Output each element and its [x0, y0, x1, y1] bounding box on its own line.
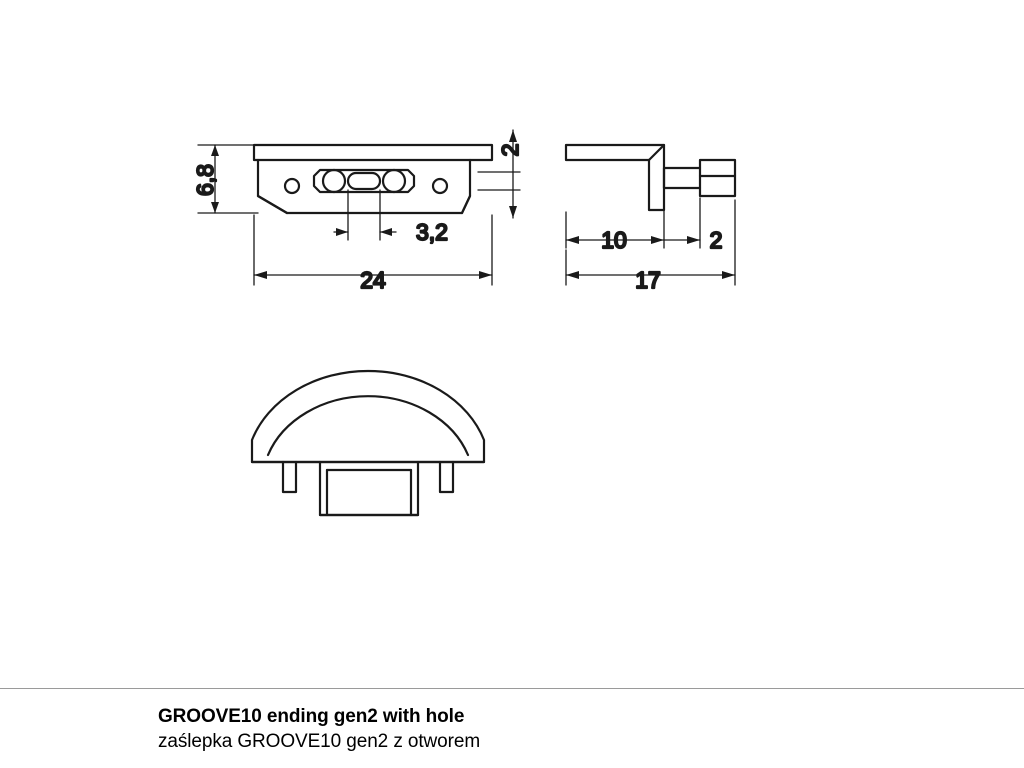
dim-pin-length-2 [664, 198, 700, 248]
front-view-center-marks [478, 172, 520, 190]
caption-block [0, 688, 1024, 768]
dim-label-height-6-8: 6,8 [192, 164, 218, 196]
dim-label-total-length-17: 17 [635, 267, 661, 293]
dim-label-body-length-10: 10 [601, 227, 627, 253]
front-view-geometry [254, 145, 492, 213]
dim-label-total-width-24: 24 [360, 267, 386, 293]
dim-hole-width-3-2 [334, 190, 396, 240]
dim-label-pin-length-2: 2 [709, 227, 723, 253]
side-view-geometry [566, 145, 735, 210]
caption-subtitle: zaślepka GROOVE10 gen2 z otworem [158, 731, 481, 752]
dim-label-thickness-2: 2 [497, 143, 523, 157]
iso-view-geometry [252, 371, 484, 515]
dim-label-hole-width-3-2: 3,2 [416, 219, 448, 245]
dim-thickness-2 [509, 130, 517, 218]
caption-divider [0, 688, 1024, 689]
caption-title: GROOVE10 ending gen2 with hole [158, 706, 465, 727]
